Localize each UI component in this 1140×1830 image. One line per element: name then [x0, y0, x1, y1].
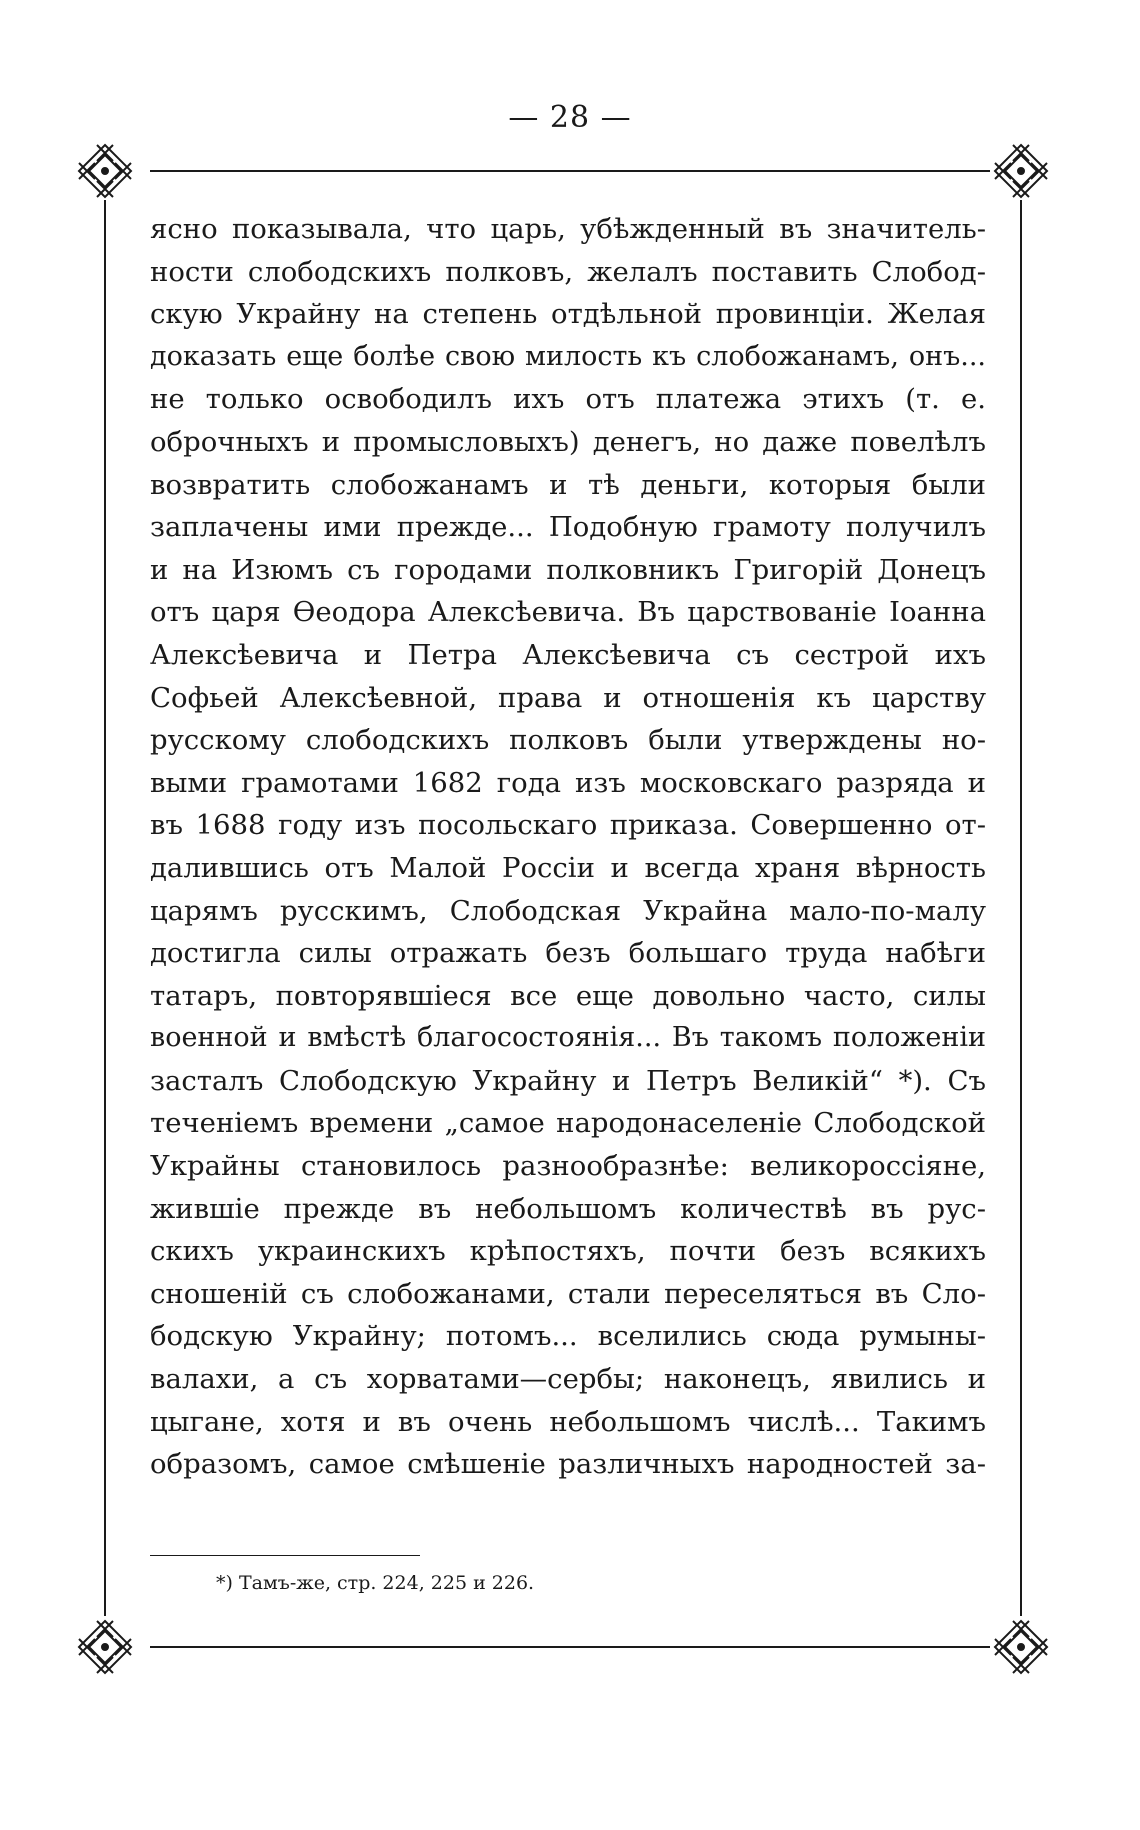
frame-bottom-rule — [150, 1646, 990, 1648]
text-line: военной и вмѣстѣ благосостоянія... Въ такомъ положеніи — [150, 1022, 986, 1054]
corner-ornament-bottom-right-icon — [981, 1607, 1061, 1687]
corner-ornament-bottom-left-icon — [65, 1607, 145, 1687]
footnote: *) Тамъ-же, стр. 224, 225 и 226. — [216, 1572, 535, 1594]
text-line: цыгане, хотя и въ очень небольшомъ числѣ... Такимъ — [150, 1405, 986, 1438]
text-line: не только освободилъ ихъ отъ платежа этихъ (т. е. — [150, 383, 986, 416]
text-line: отъ царя Ѳеодора Алексѣевича. Въ царствованіе Іоанна — [150, 596, 986, 629]
body-text — [150, 208, 986, 1486]
frame-left-rule — [104, 200, 106, 1616]
page-number: — 28 — — [508, 100, 632, 135]
text-line: оброчныхъ и промысловыхъ) денегъ, но даже повелѣлъ — [150, 425, 986, 458]
frame-top-rule — [150, 170, 990, 172]
corner-ornament-top-right-icon — [981, 131, 1061, 211]
text-line: валахи, а съ хорватами—сербы; наконецъ, явились и — [150, 1363, 986, 1396]
text-line: доказать еще болѣе свою милость къ слобожанамъ, онъ... — [150, 340, 986, 372]
text-line: далившись отъ Малой Россіи и всегда храня вѣрность — [150, 851, 986, 884]
text-line: жившіе прежде въ небольшомъ количествѣ въ рус- — [150, 1192, 986, 1225]
text-line: русскому слободскихъ полковъ были утверждены но- — [150, 724, 986, 757]
text-line: татаръ, повторявшіеся все еще довольно часто, силы — [150, 979, 986, 1012]
text-line: ности слободскихъ полковъ, желалъ поставить Слобод- — [150, 255, 986, 288]
text-line: скую Украйну на степень отдѣльной провинціи. Желая — [150, 298, 986, 331]
text-line: образомъ, самое смѣшеніе различныхъ народностей за- — [150, 1448, 986, 1481]
text-line: сношеній съ слобожанами, стали переселяться въ Сло- — [150, 1277, 986, 1310]
text-line: заплачены ими прежде... Подобную грамоту получилъ — [150, 511, 986, 544]
frame-right-rule — [1020, 200, 1022, 1616]
text-line: царямъ русскимъ, Слободская Украйна мало-по-малу — [150, 894, 986, 927]
text-line: возвратить слобожанамъ и тѣ деньги, которыя были — [150, 468, 986, 501]
text-line: теченіемъ времени „самое народонаселеніе Слободской — [150, 1107, 986, 1140]
text-line: достигла силы отражать безъ большаго труда набѣги — [150, 937, 986, 970]
text-line: ясно показывала, что царь, убѣжденный въ значитель- — [150, 213, 986, 245]
text-line: скихъ украинскихъ крѣпостяхъ, почти безъ всякихъ — [150, 1235, 986, 1268]
text-line: засталъ Слободскую Украйну и Петръ Великій“ *). Съ — [150, 1064, 986, 1097]
text-line: Алексѣевича и Петра Алексѣевича съ сестрой ихъ — [150, 638, 986, 671]
text-line: выми грамотами 1682 года изъ московскаго разряда и — [150, 766, 986, 799]
text-line: бодскую Украйну; потомъ... вселились сюда румыны- — [150, 1320, 986, 1353]
footnote-rule — [150, 1555, 420, 1556]
text-line: Софьей Алексѣевной, права и отношенія къ царству — [150, 681, 986, 714]
text-line: и на Изюмъ съ городами полковникъ Григорій Донецъ — [150, 553, 986, 586]
corner-ornament-top-left-icon — [65, 131, 145, 211]
text-line: въ 1688 году изъ посольскаго приказа. Совершенно от- — [150, 809, 986, 842]
text-line: Украйны становилось разнообразнѣе: великороссіяне, — [150, 1150, 986, 1183]
